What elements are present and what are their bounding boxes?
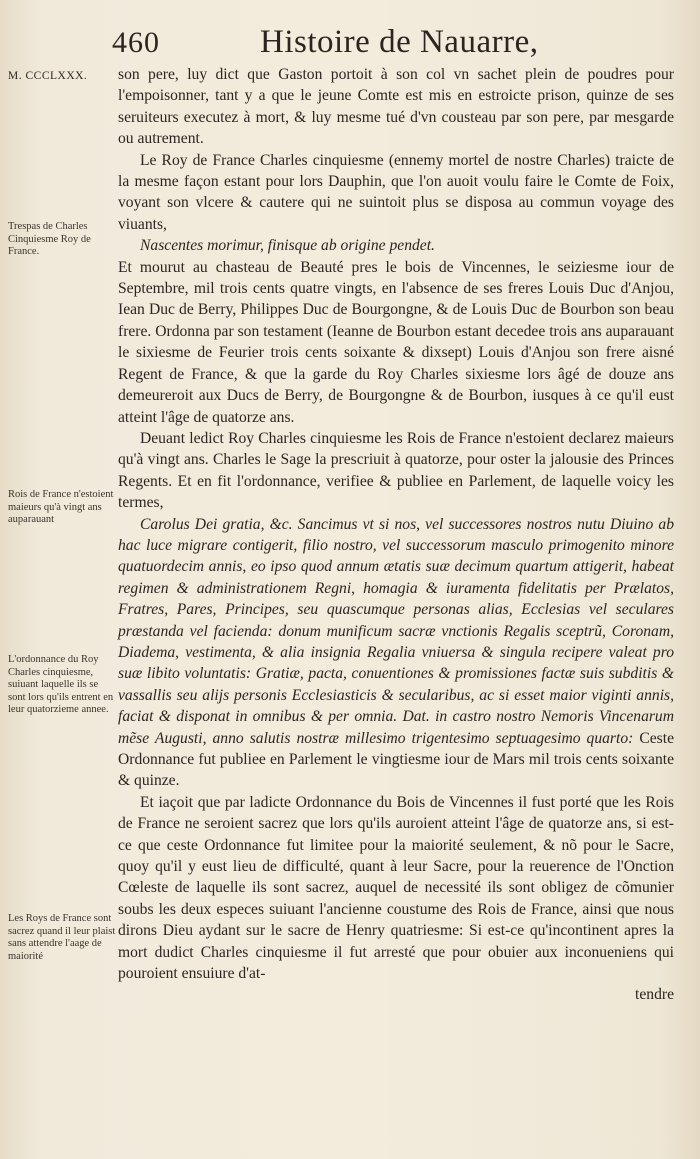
latin-quotation: Nascentes morimur, finisque ab origine pendet. — [140, 237, 435, 255]
running-title: Histoire de Nauarre, — [260, 24, 539, 60]
catchword: tendre — [635, 986, 674, 1004]
margin-note-sacre: Les Roys de France sont sacrez quand il leur plaist sans attendre l'aage de maiorité — [8, 913, 116, 962]
main-text — [118, 64, 674, 1006]
paragraph: son pere, luy dict que Gaston portoit à son col vn sachet plein de poudres pour l'empoisonner, tant y a que le jeune Comte est mis en estroicte prison, quinze de ses seruiteurs executez à mort, & luy mesme tué d'vn cousteau par son pere, par mesgarde ou autrement. — [118, 66, 674, 148]
margin-note-ordonnance: L'ordonnance du Roy Charles cinquiesme, suiuant laquelle ils se sont lors qu'ils entrent en leur quatorzieme annee. — [8, 654, 114, 715]
ordinance-publication: Ceste Ordonnance fut publiee en Parlement le vingtiesme iour de Mars mil trois cents soixante & quinze. — [118, 729, 674, 790]
paragraph: Et iaçoit que par ladicte Ordonnance du Bois de Vincennes il fust porté que les Rois de France ne seroient sacrez que lors qu'ils auroient atteint l'âge de quatorze ans, si est-ce que ceste Ordonnance fut limitee pour la maiorité seulement, & nõ pour le Sacre, quoy qu'il y eust lieu de difficulté, quant à leur Sacre, pour la reuerence de l'Onction Cœleste de laquelle ils sont sacrez, auquel de necessité ils sont obligez de cõmunier soubs les deux especes suiuant l'ancienne coustume des Rois de France, ainsi que nous dirons Dieu aydant sur le sacre de Henry quatriesme: Si est-ce qu'incontinent apres la mort dudict Charles cinquiesme il fut arresté que pour obuier aux inconueniens qui pouroient ensuiure d'at- — [118, 793, 674, 983]
paragraph: Et mourut au chasteau de Beauté pres le bois de Vincennes, le seiziesme iour de Septembre, mil trois cents quatre vingts, en l'absence de ses freres Louis Duc d'Anjou, Iean Duc de Berry, Philippes Duc de Bourgongne, & de Louis Duc de Bourbon son beau frere. Ordonna par son testament (Ieanne de Bourbon estant decedee trois ans auparauant le sixiesme de Feurier trois cents soixante & dixsept) Louis d'Anjou son frere aisné Regent de France, & que la garde du Roy Charles sixiesme lors âgé de douze ans demeureroit aux Ducs de Berry, de Bourgongne & de Bourbon, iusques à ce qu'il eust atteint l'âge de quatorze ans. — [118, 258, 674, 426]
latin-ordinance: Carolus Dei gratia, &c. Sancimus vt si nos, vel successores nostros nutu Diuino ab hac luce migrare contigerit, filio nostro, vel successorum masculo primogenito minore quatuordecim annis, eo ipso quod annum ætatis suæ decimum quartum attigerit, habeat regimen & administrationem Regni, homagia & iuramenta fidelitatis per Prælatos, Fratres, Pares, Principes, seu quascumque personas alias, Ecclesias vel seculares præstanda vel facienda: donum munificum sacræ vnctionis Regalis sceptrũ, Coronam, Diadema, vestimenta, & alia insignia Regalia vniuersa & singula recipere valeat pro suæ libito voluntatis: Gratiæ, pacta, conuentiones & promissiones factæ suis subditis & vassallis seu alijs personis Ecclesiasticis & secularibus, ac si esset maior viginti annis, faciat & disponat in omnibus & per omnia. Dat. in castro nostro Nemoris Vincenarum mẽse Augusti, anno salutis nostræ millesimo trigentesimo septuagesimo quarto: — [118, 515, 674, 747]
margin-note-trespas: Trespas de Charles Cinquiesme Roy de France. — [8, 221, 91, 257]
paragraph: Deuant ledict Roy Charles cinquiesme les Rois de France n'estoient declarez maieurs qu'à vingt ans. Charles le Sage la prescriuit à quatorze, pour oster la jalousie des Princes Regents. Et en fit l'ordonnance, verifiee & publiee en Parlement, de laquelle voicy les termes, — [118, 429, 674, 512]
paragraph: Le Roy de France Charles cinquiesme (ennemy mortel de nostre Charles) traicte de la mesme façon estant pour lors Dauphin, que l'on auoit voulu faire le Comte de Foix, voyant son vlcere & cautere qui ne suintoit plus se disposa au commun voyage des viuants, — [118, 151, 674, 233]
margin-note-maiorite: Rois de France n'estoient maieurs qu'à vingt ans auparauant — [8, 489, 114, 525]
page-header — [100, 18, 680, 66]
year-marker: M. CCCLXXX. — [8, 70, 88, 82]
page-number: 460 — [112, 26, 160, 59]
ordinance-paragraph — [118, 514, 674, 792]
